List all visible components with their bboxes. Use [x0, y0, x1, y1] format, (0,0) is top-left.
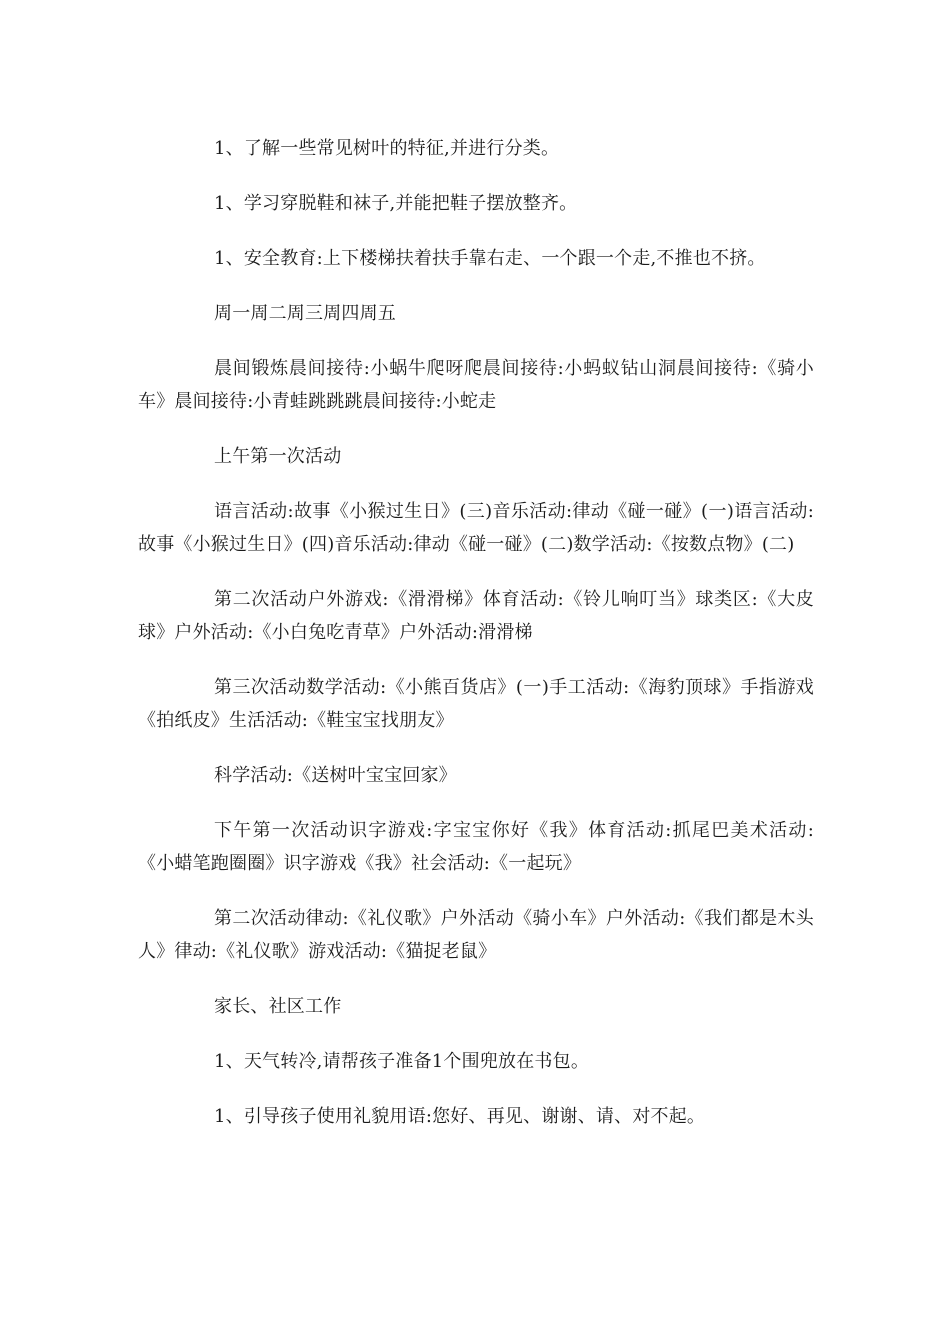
afternoon-second-activity: 第二次活动律动:《礼仪歌》户外活动《骑小车》户外活动:《我们都是木头人》律动:《礼仪歌》游戏活动:《猫捉老鼠》: [138, 908, 814, 962]
morning-first-activity-heading: 上午第一次活动: [214, 446, 342, 467]
second-activity: 第二次活动户外游戏:《滑滑梯》体育活动:《铃儿响叮当》球类区:《大皮球》户外活动:《小白兔吃青草》户外活动:滑滑梯: [138, 589, 814, 643]
afternoon-first-activity: 下午第一次活动识字游戏:字宝宝你好《我》体育活动:抓尾巴美术活动:《小蜡笔跑圈圈》识字游戏《我》社会活动:《一起玩》: [138, 820, 814, 874]
parent-note-bib: 1、天气转冷,请帮孩子准备1个围兜放在书包。: [214, 1051, 590, 1072]
parent-community-heading: 家长、社区工作: [214, 996, 342, 1017]
goal-safety-education: 1、安全教育:上下楼梯扶着扶手靠右走、一个跟一个走,不推也不挤。: [214, 248, 766, 269]
document-body: [138, 132, 814, 1155]
third-activity: 第三次活动数学活动:《小熊百货店》(一)手工活动:《海豹顶球》手指游戏《拍纸皮》生活活动:《鞋宝宝找朋友》: [138, 677, 814, 731]
goal-shoes-socks: 1、学习穿脱鞋和袜子,并能把鞋子摆放整齐。: [214, 193, 578, 214]
weekday-header: 周一周二周三周四周五: [214, 303, 396, 324]
morning-first-activity: 语言活动:故事《小猴过生日》(三)音乐活动:律动《碰一碰》(一)语言活动:故事《小猴过生日》(四)音乐活动:律动《碰一碰》(二)数学活动:《按数点物》(二): [138, 501, 814, 555]
parent-note-polite-words: 1、引导孩子使用礼貌用语:您好、再见、谢谢、请、对不起。: [214, 1106, 706, 1127]
morning-exercise: 晨间锻炼晨间接待:小蜗牛爬呀爬晨间接待:小蚂蚁钻山洞晨间接待:《骑小车》晨间接待:小青蛙跳跳跳晨间接待:小蛇走: [138, 358, 814, 412]
goal-leaf-features: 1、了解一些常见树叶的特征,并进行分类。: [214, 138, 560, 159]
science-activity: 科学活动:《送树叶宝宝回家》: [214, 765, 457, 786]
